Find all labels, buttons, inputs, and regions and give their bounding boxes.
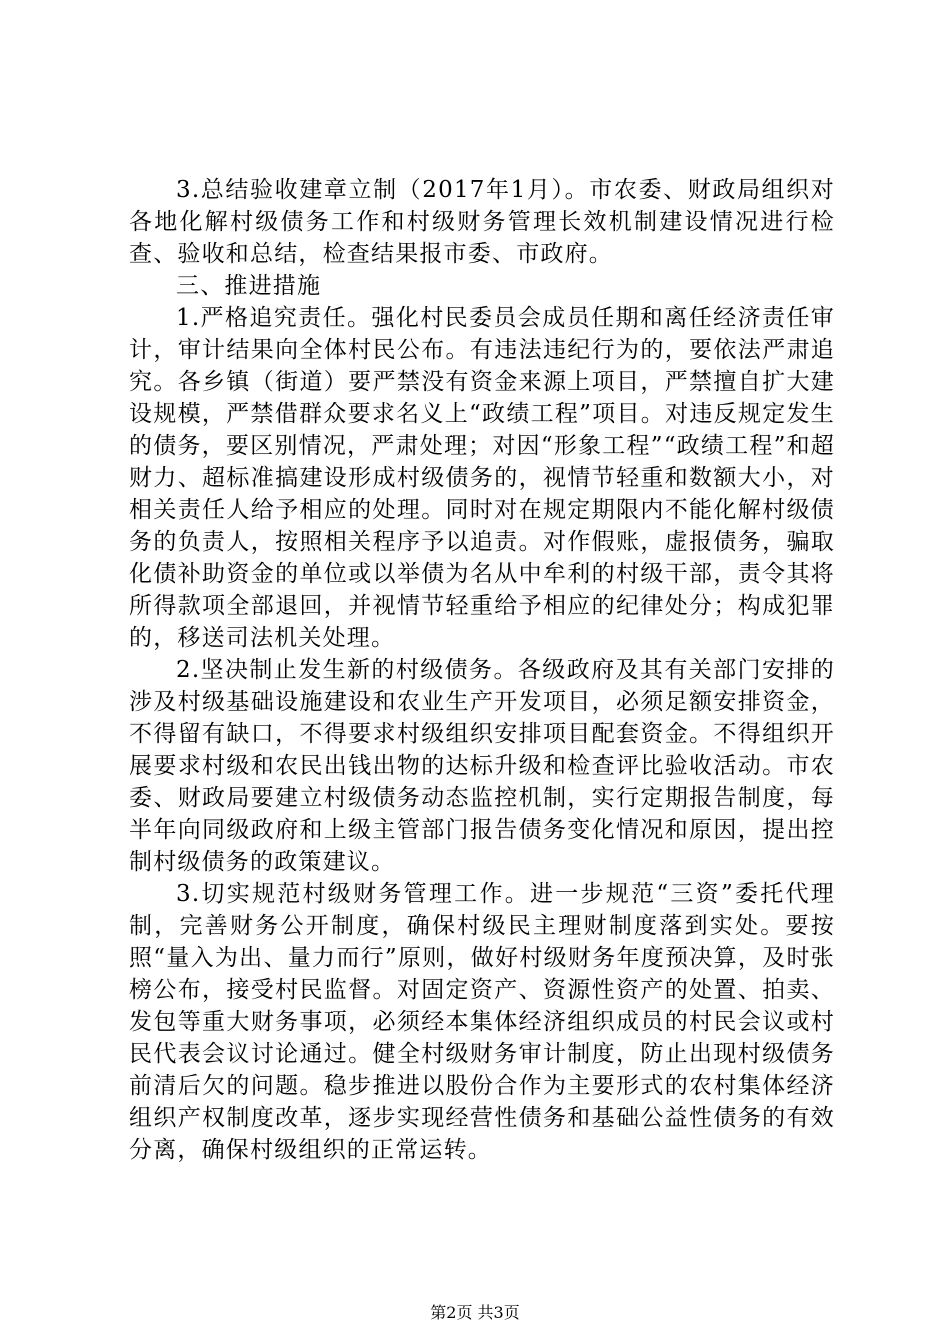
paragraph-acceptance-summary: 3.总结验收建章立制（2017年1月）。市农委、财政局组织对各地化解村级债务工作和村级财务管理长效机制建设情况进行检查、验收和总结，检查结果报市委、市政府。 bbox=[129, 177, 835, 267]
page-number-footer: 第2页 共3页 bbox=[430, 1303, 520, 1322]
section-heading-measures: 三、推进措施 bbox=[176, 273, 322, 299]
paragraph-finance-management: 3.切实规范村级财务管理工作。进一步规范“三资”委托代理制，完善财务公开制度，确保村级民主理财制度落到实处。要按照“量入为出、量力而行”原则，做好村级财务年度预决算，及时张榜公布，接受村民监督。对固定资产、资源性资产的处置、拍卖、发包等重大财务事项，必须经本集体经济组织成员的村民会议或村民代表会议讨论通过。健全村级财务审计制度，防止出现村级债务前清后欠的问题。稳步推进以股份合作为主要形式的农村集体经济组织产权制度改革，逐步实现经营性债务和基础公益性债务的有效分离，确保村级组织的正常运转。 bbox=[129, 881, 835, 1163]
paragraph-accountability: 1.严格追究责任。强化村民委员会成员任期和离任经济责任审计，审计结果向全体村民公布。有违法违纪行为的，要依法严肃追究。各乡镇（街道）要严禁没有资金来源上项目，严禁擅自扩大建设规模，严禁借群众要求名义上“政绩工程”项目。对违反规定发生的债务，要区别情况，严肃处理；对因“形象工程”“政绩工程”和超财力、超标准搞建设形成村级债务的，视情节轻重和数额大小，对相关责任人给予相应的处理。同时对在规定期限内不能化解村级债务的负责人，按照相关程序予以追责。对作假账，虚报债务，骗取化债补助资金的单位或以举债为名从中牟利的村级干部，责令其将所得款项全部退回，并视情节轻重给予相应的纪律处分；构成犯罪的，移送司法机关处理。 bbox=[129, 305, 835, 651]
paragraph-prevent-new-debt: 2.坚决制止发生新的村级债务。各级政府及其有关部门安排的涉及村级基础设施建设和农业生产开发项目，必须足额安排资金，不得留有缺口，不得要求村级组织安排项目配套资金。不得组织开展要求村级和农民出钱出物的达标升级和检查评比验收活动。市农委、财政局要建立村级债务动态监控机制，实行定期报告制度，每半年向同级政府和上级主管部门报告债务变化情况和原因，提出控制村级债务的政策建议。 bbox=[129, 657, 835, 875]
document-body bbox=[129, 174, 835, 1166]
